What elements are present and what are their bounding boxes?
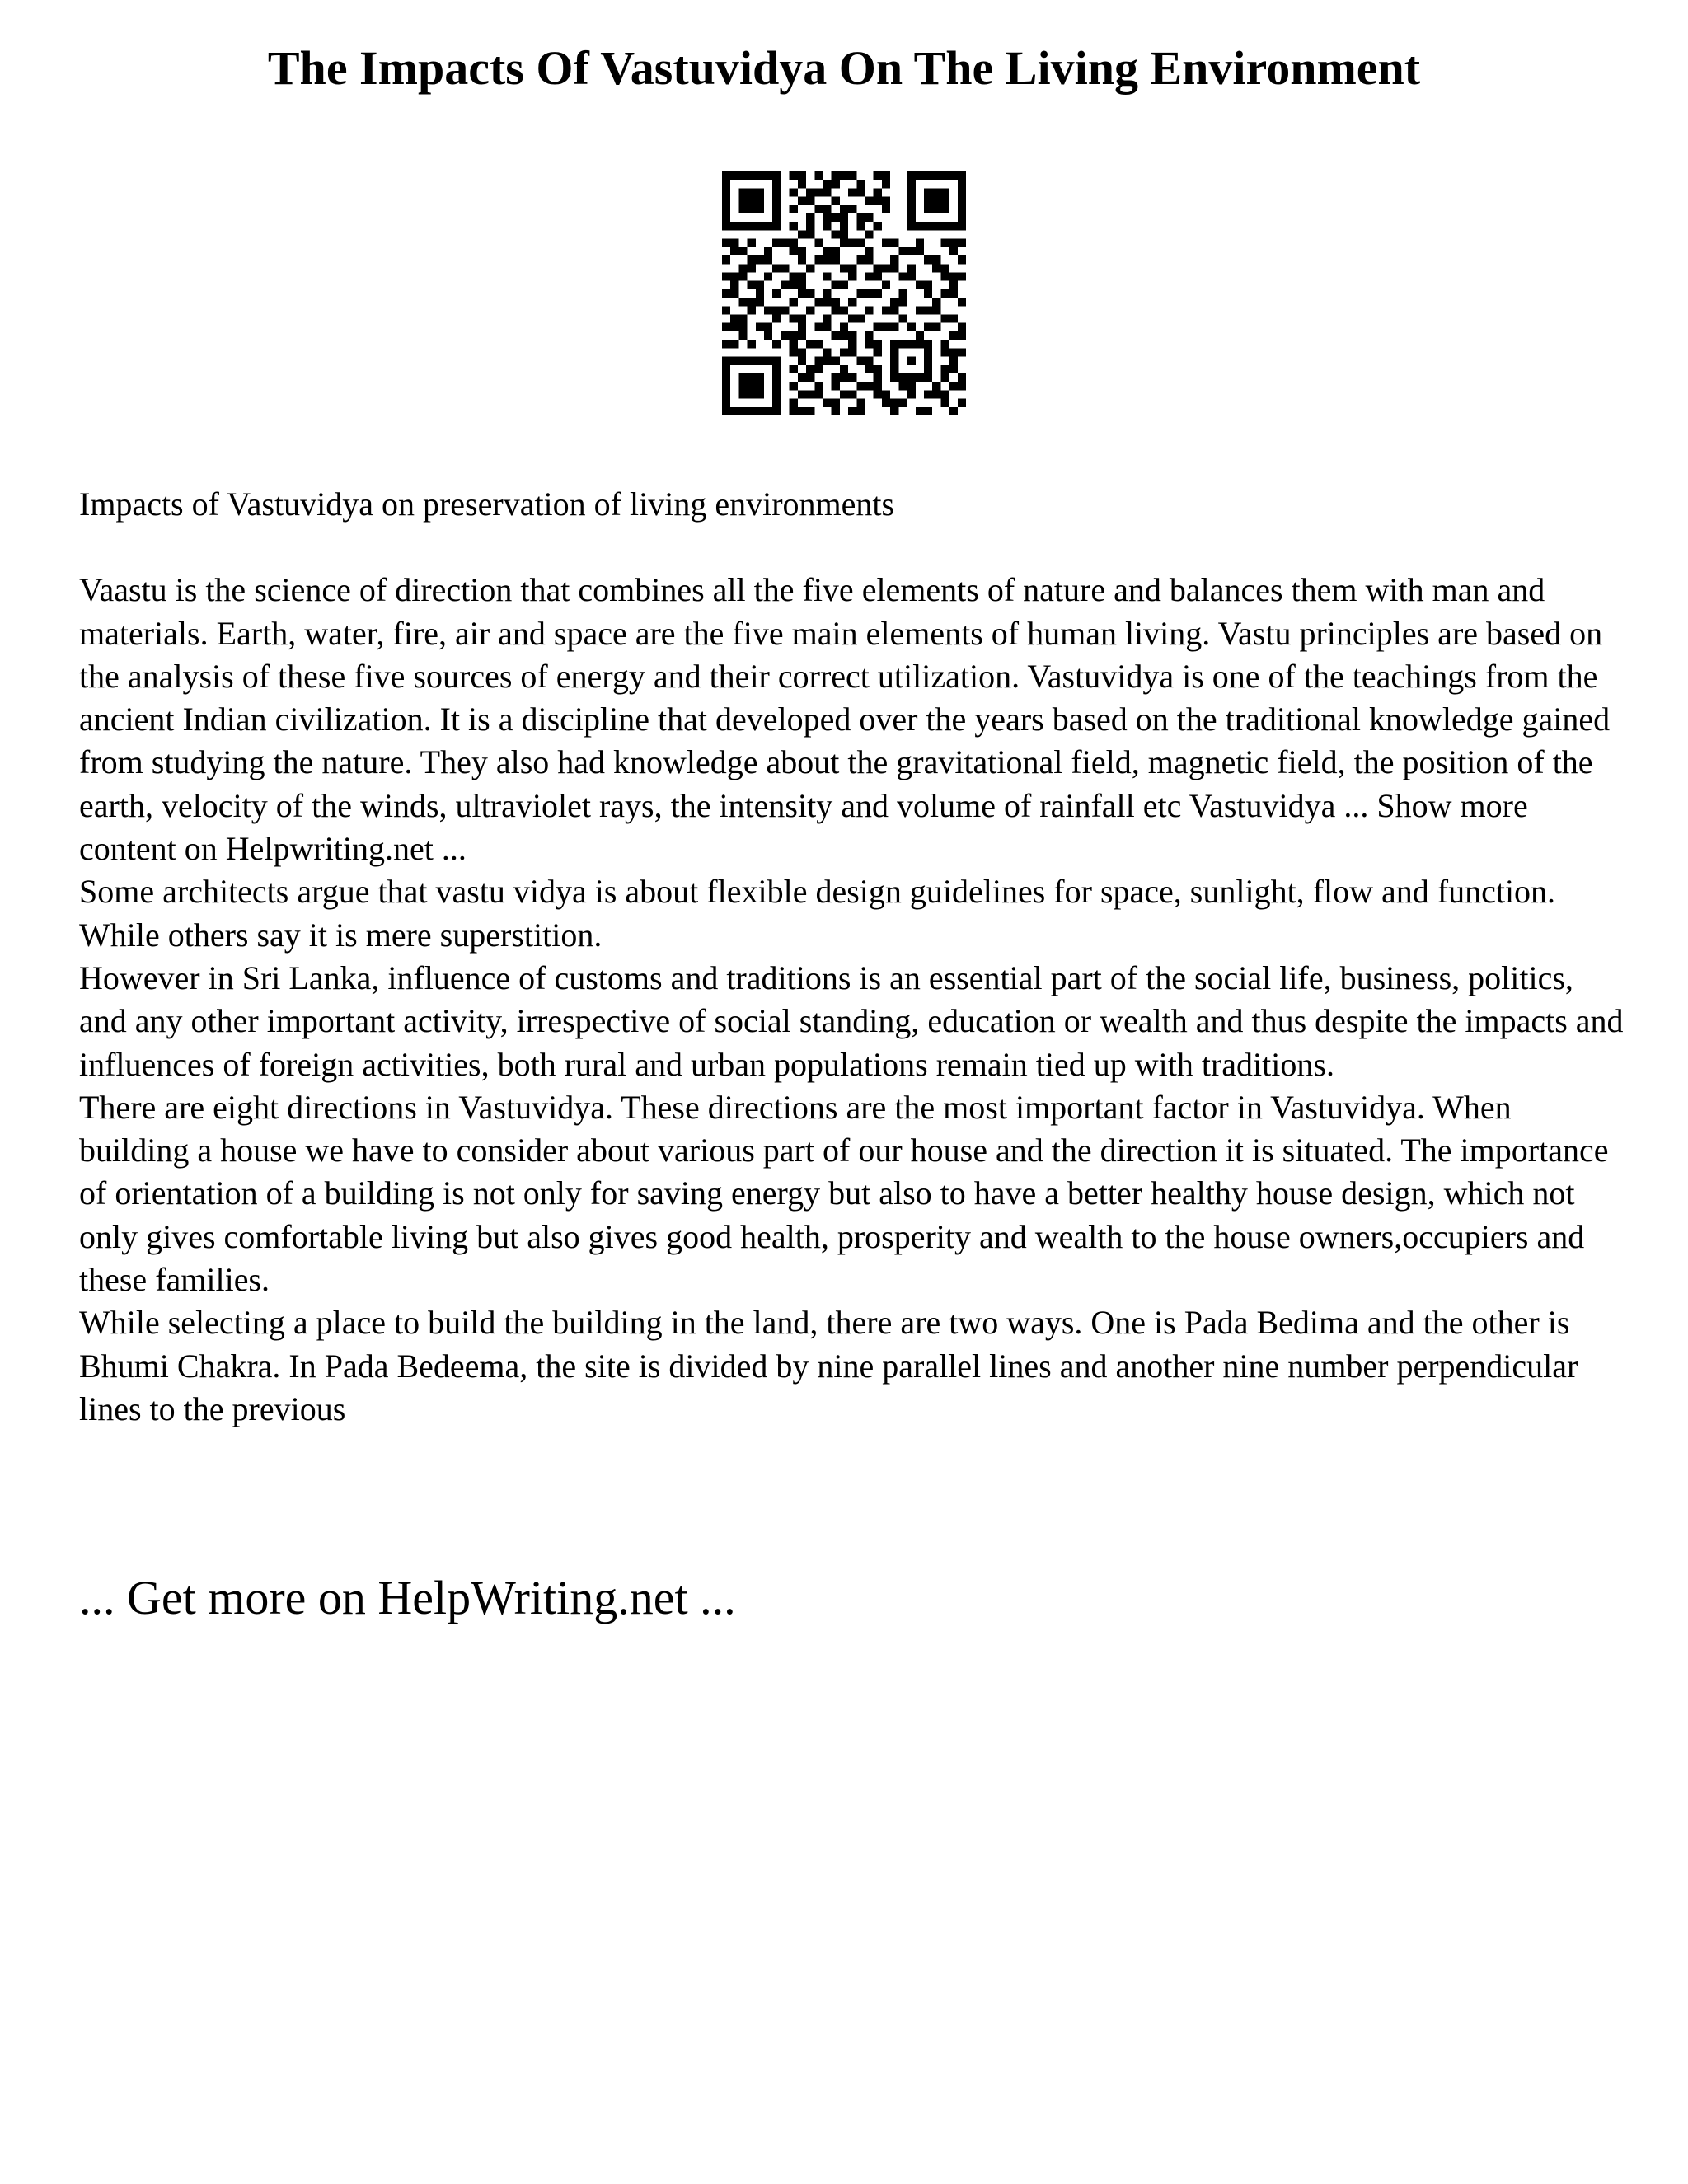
paragraph-sri-lanka-traditions: However in Sri Lanka, influence of customs and traditions is an essential part of the social life, business, politics, and any other important activity, irrespective of social standing, education or wealth and thus despite the impacts and influences of foreign activities, both rural and urban populations remain tied up with traditions. [79,958,1624,1083]
paragraph-eight-directions: There are eight directions in Vastuvidya. These directions are the most important factor in Vastuvidya. When building a house we have to consider about various part of our house and the direction it is situated. The importance of orientation of a building is not only for saving energy but also to have a better healthy house design, which not only gives comfortable living but also gives good health, prosperity and wealth to the house owners,occupiers and these families. [79,1088,1609,1299]
paragraph-site-selection: While selecting a place to build the building in the land, there are two ways. One is Pada Bedima and the other is Bhumi Chakra. In Pada Bedeema, the site is divided by nine parallel lines and another nine number perpendicular lines to the previous [79,1304,1578,1427]
get-more-link[interactable]: ... Get more on HelpWriting.net ... [79,1571,736,1624]
paragraph-architects-argue: Some architects argue that vastu vidya is about flexible design guidelines for space, sunlight, flow and function. While others say it is mere superstition. [79,873,1556,954]
document-subtitle: Impacts of Vastuvidya on preservation of living environments [79,485,895,523]
paragraph-vaastu-science: Vaastu is the science of direction that combines all the five elements of nature and balances them with man and materials. Earth, water, fire, air and space are the five main elements of human living. Vastu principles are based on the analysis of these five sources of energy and their correct utilization. Vastuvidya is one of the teachings from the ancient Indian civilization. It is a discipline that developed over the years based on the traditional knowledge gained from studying the nature. They also had knowledge about the gravitational field, magnetic field, the position of the earth, velocity of the winds, ultraviolet rays, the intensity and volume of rainfall etc Vastuvidya ... Show more content on Helpwriting.net ... [79,571,1611,868]
qr-code-icon [722,171,966,415]
document-body [79,483,1629,1431]
document-title: The Impacts Of Vastuvidya On The Living Environment [267,41,1421,95]
